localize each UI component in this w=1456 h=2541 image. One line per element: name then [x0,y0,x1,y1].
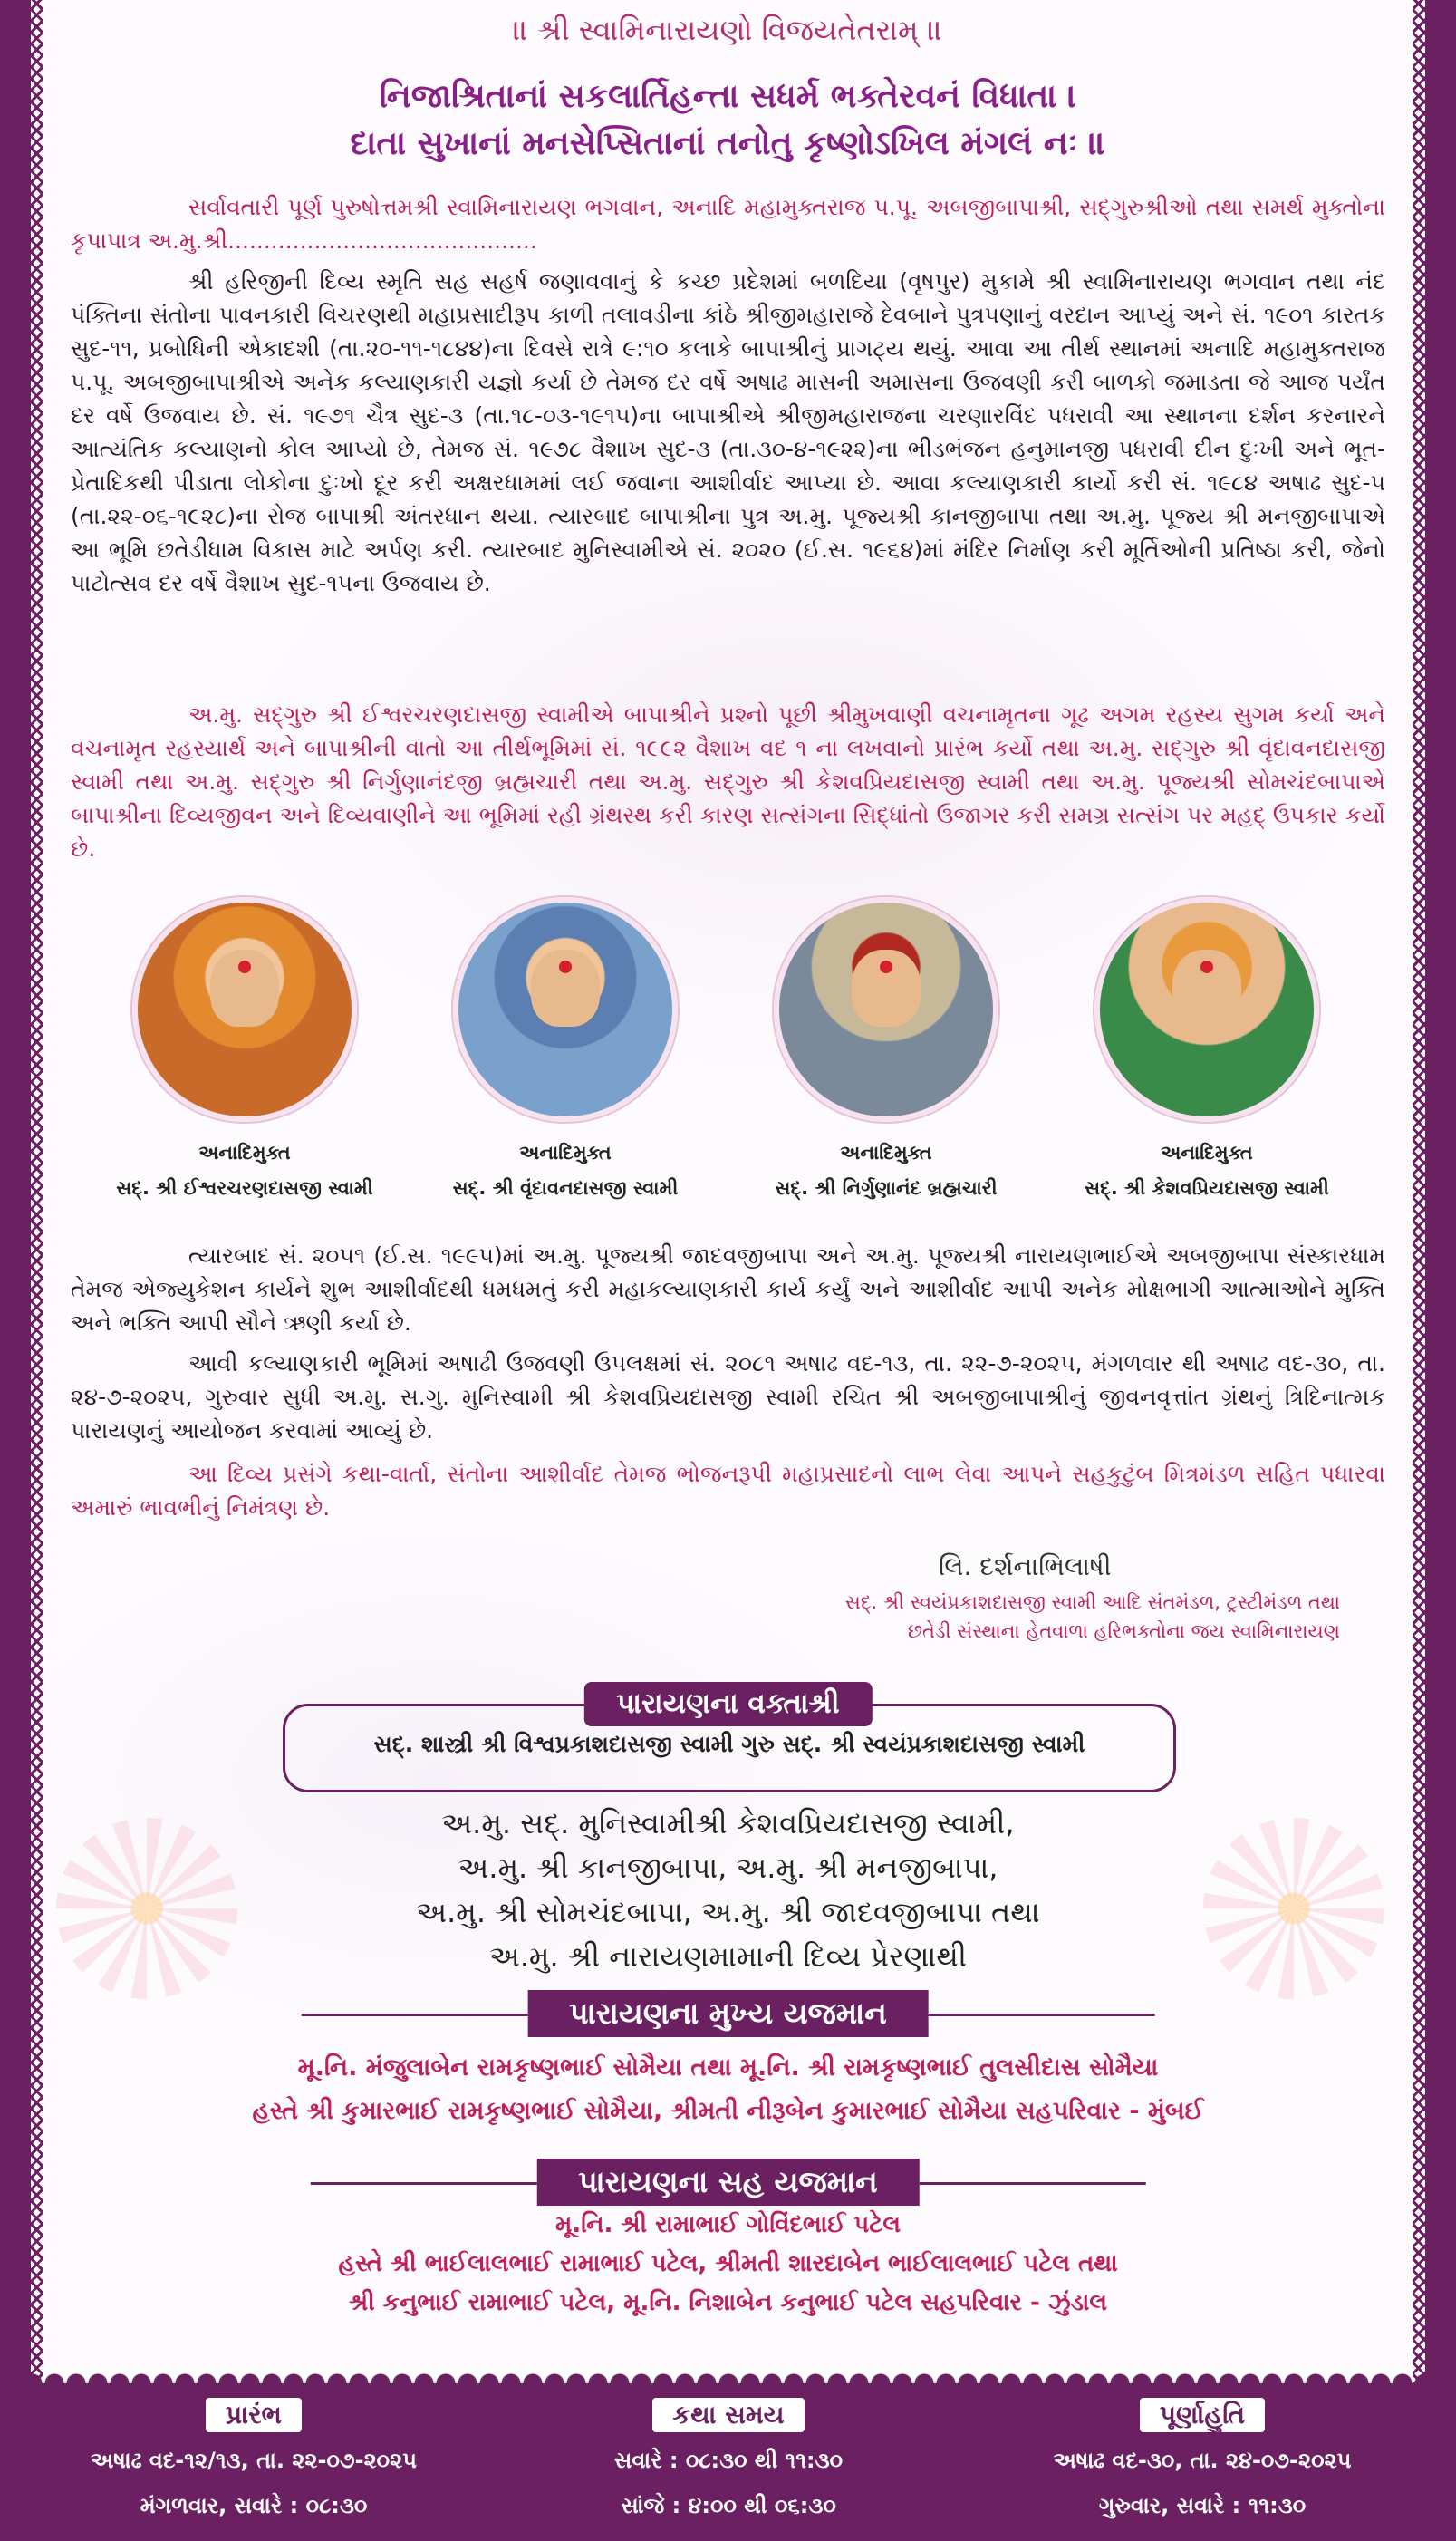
schedule-end-time: ગુરુવાર, સવારે : ૧૧:૩૦ [1098,2493,1307,2518]
schedule-start-label: પ્રારંભ [206,2398,302,2432]
saint-title: અનાદિમુક્ત [198,1142,291,1164]
saint-name: સદ્. શ્રી કેશવપ્રિયદાસજી સ્વામી [1085,1177,1329,1199]
after-paragraph: ત્યારબાદ સં. ૨૦૫૧ (ઈ.સ. ૧૯૯૫)માં અ.મુ. પૂજ્યશ્રી જાદવજીબાપા અને અ.મુ. પૂજ્યશ્રી નારાયણભાઈએ અબજીબાપા સંસ્કારધામ તેમજ એજ્યુકેશન કાર્યને શુભ આશીર્વાદથી ધમધમતું કરી મહાકલ્યાણકારી કાર્ય કર્યું અને આશીર્વાદ આપી અનેક મોક્ષભાગી આત્માઓને મુક્તિ અને ભક્તિ આપી સૌને ઋણી કર્યા છે. [71,1242,1385,1336]
schedule-start-time: મંગળવાર, સવારે : ૦૮:૩૦ [140,2493,368,2518]
signoff-lines [845,1588,1340,1646]
signoff-line-2: છતેડી સંસ્થાના હેતવાળા હરિભક્તોના જય સ્વામિનારાયણ [907,1620,1340,1642]
main-host-line: હસ્તે શ્રી કુમારભાઈ રામકૃષ્ણભાઈ સોમૈયા, શ્રીમતી નીરૂબેન કુમારભાઈ સોમૈયા સહપરિવાર - મુંબઈ [252,2097,1204,2125]
flower-decoration [56,1818,237,1999]
saint-name: સદ્. શ્રી નિર્ગુણાનંદ બ્રહ્મચારી [775,1177,998,1199]
shloka-line-2: દાતા સુખાનાં મનસેપ્સિતાનાં તનોતુ કૃષ્ણોઽખિલ મંગલં નઃ ॥ [350,125,1106,162]
co-host-line: મૂ.નિ. શ્રી રામાભાઈ ગોવિંદભાઈ પટેલ [555,2211,901,2238]
schedule-katha [493,2398,964,2528]
speaker-label: પારાયણના વક્તાશ્રી [583,1682,872,1726]
schedule-end-date: અષાઢ વદ-૩૦, તા. ૨૪-૦૭-૨૦૨૫ [1053,2448,1352,2473]
right-border-decoration [1425,0,1456,2383]
saint-portrait [453,897,678,1122]
schedule-end-label: પૂર્ણાહુતિ [1140,2398,1265,2432]
co-host-label: પારાયણના સહ યજમાન [536,2159,920,2206]
co-host-list [72,2206,1384,2323]
saint-card [1062,897,1352,1200]
saint-name: સદ્. શ્રી વૃંદાવનદાસજી સ્વામી [452,1177,679,1199]
schedule-start [18,2398,489,2528]
left-border-decoration [0,0,31,2383]
guidance-line: અ.મુ. શ્રી કાનજીબાપા, અ.મુ. શ્રી મનજીબાપા, [458,1850,998,1885]
signoff-title: લિ. દર્શનાભિલાષી [939,1551,1112,1581]
main-host-line: મૂ.નિ. મંજુલાબેન રામકૃષ્ણભાઈ સોમૈયા તથા મૂ.નિ. શ્રી રામકૃષ્ણભાઈ તુલસીદાસ સોમૈયા [297,2053,1159,2082]
saint-title: અનાદિમુક્ત [519,1142,612,1164]
main-host-label: પારાયણના મુખ્ય યજમાન [527,1990,929,2037]
co-host-line: હસ્તે શ્રી ભાઈલાલભાઈ રામાભાઈ પટેલ, શ્રીમતી શારદાબેન ભાઈલાલભાઈ પટેલ તથા [338,2250,1118,2277]
footer-lace-decoration [0,2362,1456,2383]
saint-card [741,897,1031,1200]
flower-decoration [1203,1818,1384,1999]
saint-card [100,897,390,1200]
history-paragraph: શ્રી હરિજીની દિવ્ય સ્મૃતિ સહ સહર્ષ જણાવવાનું કે કચ્છ પ્રદેશમાં બળદિયા (વૃષપુર) મુકામે શ્રી સ્વામિનારાયણ ભગવાન તથા નંદ પંક્તિના સંતોના પાવનકારી વિચરણથી મહાપ્રસાદીરૂપ કાળી તલાવડીના કાંઠે શ્રીજીમહારાજે દેવબાને પુત્રપણાનું વરદાન આપ્યું અને સં. ૧૯૦૧ કારતક સુદ-૧૧, પ્રબોધિની એકાદશી (તા.૨૦-૧૧-૧૮૪૪)ના દિવસે રાત્રે ૯:૧૦ કલાકે બાપાશ્રીનું પ્રાગટ્ય થયું. આવા આ તીર્થ સ્થાનમાં અનાદિ મહામુક્તરાજ પ.પૂ. અબજીબાપાશ્રીએ અનેક કલ્યાણકારી યજ્ઞો કર્યા છે તેમજ દર વર્ષે અષાઢ માસની અમાસના ઉજવણી કરી બાળકો જમાડતા જે આજ પર્યંત દર વર્ષે ઉજવાય છે. સં. ૧૯૭૧ ચૈત્ર સુદ-૩ (તા.૧૮-૦૩-૧૯૧૫)ના બાપાશ્રીએ શ્રીજીમહારાજના ચરણારવિંદ પધરાવી આ સ્થાનના દર્શન કરનારને આત્યંતિક કલ્યાણનો કોલ આપ્યો છે, તેમજ સં. ૧૯૭૮ વૈશાખ સુદ-૩ (તા.૩૦-૪-૧૯૨૨)ના ભીડભંજન હનુમાનજી પધરાવી દીન દુઃખી અને ભૂત-પ્રેતાદિકથી પીડાતા લોકોના દુઃખો દૂર કરી અક્ષરધામમાં લઈ જવાના આશીર્વાદ આપ્યા છે. આવા કલ્યાણકારી કાર્યો કરી સં. ૧૯૮૪ અષાઢ સુદ-૫ (તા.૨૨-૦૬-૧૯૨૮)ના રોજ બાપાશ્રી અંતરધાન થયા. ત્યારબાદ બાપાશ્રીના પુત્ર અ.મુ. પૂજ્યશ્રી કાનજીબાપા તથા અ.મુ. પૂજ્ય શ્રી મનજીબાપાએ આ ભૂમિ છતેડીધામ વિકાસ માટે અર્પણ કરી. ત્યારબાદ મુનિસ્વામીએ સં. ૨૦૨૦ (ઈ.સ. ૧૯૬૪)માં મંદિર નિર્માણ કરી મૂર્તિઓની પ્રતિષ્ઠા કરી, જેનો પાટોત્સવ દર વર્ષે વૈશાખ સુદ-૧૫ના ઉજવાય છે. [71,268,1385,596]
schedule-end [967,2398,1438,2528]
schedule-katha-evening: સાંજે : ૪:૦૦ થી ૦૬:૩૦ [621,2493,836,2518]
co-host-line: શ્રી કનુભાઈ રામાભાઈ પટેલ, મૂ.નિ. નિશાબેન કનુભાઈ પટેલ સહપરિવાર - ઝુંડાલ [349,2289,1107,2316]
schedule-start-date: અષાઢ વદ-૧૨/૧૩, તા. ૨૨-૦૭-૨૦૨૫ [91,2448,417,2473]
intro-paragraph: સર્વાવતારી પૂર્ણ પુરુષોત્તમશ્રી સ્વામિનારાયણ ભગવાન, અનાદિ મહામુક્તરાજ પ.પૂ. અબજીબાપાશ્રી, સદ્ગુરુશ્રીઓ તથા સમર્થ મુક્તોના કૃપાપાત્ર અ.મુ.શ્રી........................................... [71,194,1385,254]
saint-name: સદ્. શ્રી ઈશ્વરચરણદાસજી સ્વામી [116,1177,373,1199]
schedule-katha-morning: સવારે : ૦૮:૩૦ થી ૧૧:૩૦ [613,2448,844,2473]
saint-portrait [774,897,998,1122]
event-paragraph: આવી કલ્યાણકારી ભૂમિમાં અષાઢી ઉજવણી ઉપલક્ષમાં સં. ૨૦૮૧ અષાઢ વદ-૧૩, તા. ૨૨-૭-૨૦૨૫, મંગળવાર થી અષાઢ વદ-૩૦, તા. ૨૪-૭-૨૦૨૫, ગુરુવાર સુધી અ.મુ. સ.ગુ. મુનિસ્વામી શ્રી કેશવપ્રિયદાસજી સ્વામી રચિત શ્રી અબજીબાપાશ્રીનું જીવનવૃત્તાંત ગ્રંથનું ત્રિદિનાત્મક પારાયણનું આયોજન કરવામાં આવ્યું છે. [71,1350,1385,1444]
speaker-name: સદ્. શાસ્ત્રી શ્રી વિશ્વપ્રકાશદાસજી સ્વામી ગુરુ સદ્. શ્રી સ્વયંપ્રકાશદાસજી સ્વામી [373,1731,1085,1757]
guidance-list [272,1802,1184,1979]
invocation: ॥ શ્રી સ્વામિનારાયણો વિજયતેતરામ્ ॥ [513,13,943,47]
saint-title: અનાદિમુક્ત [1161,1142,1253,1164]
guidance-line: અ.મુ. સદ્. મુનિસ્વામીશ્રી કેશવપ્રિયદાસજી સ્વામી, [441,1806,1015,1841]
schedule-katha-label: કથા સમય [652,2398,804,2432]
saints-paragraph: અ.મુ. સદ્ગુરુ શ્રી ઈશ્વરચરણદાસજી સ્વામીએ બાપાશ્રીને પ્રશ્નો પૂછી શ્રીમુખવાણી વચનામૃતના ગૂઢ અગમ રહસ્ય સુગમ કર્યા અને વચનામૃત રહસ્યાર્થ અને બાપાશ્રીની વાતો આ તીર્થભૂમિમાં સં. ૧૯૯૨ વૈશાખ વદ ૧ ના લખવાનો પ્રારંભ કર્યો તથા અ.મુ. સદ્ગુરુ શ્રી વૃંદાવનદાસજી સ્વામી તથા અ.મુ. સદ્ગુરુ શ્રી નિર્ગુણાનંદજી બ્રહ્મચારી તથા અ.મુ. સદ્ગુરુ શ્રી કેશવપ્રિયદાસજી સ્વામી તથા અ.મુ. પૂજ્યશ્રી સોમચંદબાપાએ બાપાશ્રીના દિવ્યજીવન અને દિવ્યવાણીને આ ભૂમિમાં રહી ગ્રંથસ્થ કરી કારણ સત્સંગના સિદ્ધાંતો ઉજાગર કરી સમગ્ર સત્સંગ પર મહદ્ ઉપકાર કર્યો છે. [71,701,1385,862]
main-host-list [72,2046,1384,2133]
signoff-line-1: સદ્. શ્રી સ્વયંપ્રકાશદાસજી સ્વામી આદિ સંતમંડળ, ટ્રસ્ટીમંડળ તથા [844,1591,1340,1613]
guidance-line: અ.મુ. શ્રી નારાયણમામાની દિવ્ય પ્રેરણાથી [488,1939,968,1974]
invite-paragraph: આ દિવ્ય પ્રસંગે કથા-વાર્તા, સંતોના આશીર્વાદ તેમજ ભોજનરૂપી મહાપ્રસાદનો લાભ લેવા આપને સહકુટુંબ મિત્રમંડળ સહિત પધારવા અમારું ભાવભીનું નિમંત્રણ છે. [71,1461,1385,1521]
guidance-line: અ.મુ. શ્રી સોમચંદબાપા, અ.મુ. શ્રી જાદવજીબાપા તથા [416,1895,1040,1929]
saint-title: અનાદિમુક્ત [840,1142,932,1164]
shloka-line-1: નિજાશ્રિતાનાં સકલાર્તિહન્તા સધર્મ ભક્તેરવનં વિધાતા । [379,78,1077,115]
saint-portrait [1094,897,1319,1122]
saint-card [420,897,710,1200]
saint-portrait [132,897,357,1122]
